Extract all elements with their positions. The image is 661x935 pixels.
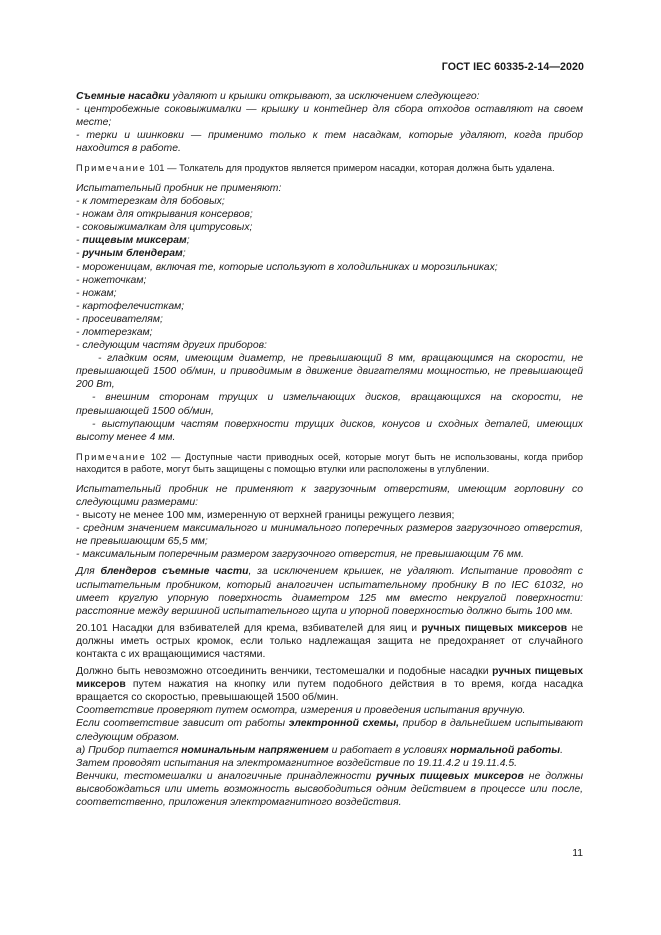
electronic-paragraph bbox=[76, 717, 583, 743]
whisk-bold: ручных пищевых миксеров bbox=[76, 666, 583, 691]
document-body bbox=[76, 90, 583, 809]
probe-item: - к ломтерезкам для бобовых; bbox=[76, 196, 225, 208]
final-post: не должны высвобождаться или иметь возможность высвободиться одним действием в процессе или после, соответственно, приложения электромагнитного воздействия. bbox=[76, 770, 584, 808]
intro-text: удаляют и крышки открывают, за исключением следующего: bbox=[169, 91, 480, 102]
probe-subitem: - гладким осям, имеющим диаметр, не превышающий 8 мм, вращающимся на скорости, не превышающей 1500 об/мин, и приводимым в движение двигателями мощностью, не превышающей 200 Вт, bbox=[76, 353, 583, 391]
probe-item: - мороженицам, включая те, которые используют в холодильниках и морозильниках; bbox=[76, 261, 498, 273]
probe-item: - соковыжималкам для цитрусовых; bbox=[76, 222, 253, 234]
loading-item: - средним значением максимального и минимального поперечных размеров загрузочного отверстия, не превышающим 65,5 мм; bbox=[76, 523, 583, 548]
powered-paragraph bbox=[76, 744, 583, 757]
intro-item-1: - центробежные соковыжималки — крышку и контейнер для сбора отходов оставляют на своем месте; bbox=[76, 104, 583, 129]
probe-item-end: ; bbox=[186, 235, 190, 247]
electronic-post: прибор в дальнейшем испытывают следующим образом. bbox=[76, 718, 583, 743]
intro-item-2: - терки и шинковки — применимо только к тем насадкам, которые удаляют, когда прибор находится в работе. bbox=[76, 130, 583, 155]
probe-item: - картофелечисткам; bbox=[76, 300, 185, 312]
probe-subitem: - выступающим частям поверхности трущих дисков, конусов и сходных деталей, имеющих высоту менее 4 мм. bbox=[76, 418, 583, 443]
blenders-pre: Для bbox=[76, 566, 101, 578]
blenders-paragraph bbox=[76, 565, 583, 617]
probe-item: - ломтерезкам; bbox=[76, 327, 153, 338]
probe-item bbox=[76, 247, 583, 260]
whisk-paragraph bbox=[76, 665, 583, 704]
loading-item: - максимальным поперечным размером загрузочного отверстия, не превышающим 76 мм. bbox=[76, 549, 524, 561]
note-101-label: Примечание bbox=[76, 162, 147, 174]
probe-item-end: ; bbox=[182, 248, 186, 260]
electronic-bold: электронной схемы, bbox=[288, 718, 399, 730]
page-number: 11 bbox=[572, 848, 583, 859]
probe-item: - просеивателям; bbox=[76, 313, 163, 325]
probe-item-dash: - bbox=[76, 235, 83, 247]
probe-item: - ножеточкам; bbox=[76, 274, 147, 286]
intro-bold-term: Съемные насадки bbox=[76, 91, 170, 102]
powered-post: . bbox=[560, 744, 564, 756]
loading-item: - высоту не менее 100 мм, измеренную от верхней границы режущего лезвия; bbox=[76, 510, 455, 522]
whisk-pre: Должно быть невозможно отсоединить венчики, тестомешалки и подобные насадки bbox=[76, 666, 493, 678]
powered-bold-1: номинальным напряжением bbox=[181, 744, 329, 756]
powered-pre: а) Прибор питается bbox=[76, 744, 182, 756]
probe-item: - ножам; bbox=[76, 287, 117, 299]
electronic-pre: Если соответствие зависит от работы bbox=[76, 718, 289, 730]
note-101 bbox=[76, 162, 583, 175]
whisk-post: путем нажатия на кнопку или путем подобного действия в то время, когда насадка вращается со скоростью, превышающей 1500 об/мин. bbox=[76, 679, 583, 704]
compliance-paragraph: Соответствие проверяют путем осмотра, измерения и проведения испытания вручную. bbox=[76, 705, 526, 717]
probe-item-bold: пищевым миксерам bbox=[82, 235, 187, 247]
powered-mid: и работает в условиях bbox=[328, 744, 451, 756]
final-bold: ручных пищевых миксеров bbox=[376, 770, 524, 782]
final-pre: Венчики, тестомешалки и аналогичные принадлежности bbox=[76, 770, 377, 782]
clause-pre: 20.101 Насадки для взбивателей для крема, взбивателей для яиц и bbox=[76, 622, 422, 634]
probe-item: - ножам для открывания консервов; bbox=[76, 209, 253, 221]
powered-bold-2: нормальной работы bbox=[450, 744, 561, 756]
clause-bold: ручных пищевых миксеров bbox=[421, 622, 568, 634]
note-102-label: Примечание bbox=[76, 450, 147, 462]
probe-item-bold: ручным блендерам bbox=[82, 248, 183, 260]
blenders-bold: блендеров съемные части bbox=[100, 566, 249, 578]
note-101-text: 101 — Толкатель для продуктов является примером насадки, которая должна быть удалена. bbox=[148, 162, 555, 174]
probe-item-dash: - bbox=[76, 248, 83, 260]
blenders-post: , за исключением крышек, не удаляют. Испытание проводят с испытательным пробником, который аналогичен испытательному пробнику B по IEC 61032, но имеет круглую упорную поверхность диаметром 125 мм вместо некруглой поверхности: расстояние между вершиной испытательного щупа и упорной поверхностью должно быть 100 мм. bbox=[76, 566, 583, 617]
probe-subitem: - внешним сторонам трущих и измельчающих дисков, вращающихся на скорости, не превышающей 1500 об/мин, bbox=[76, 392, 583, 417]
probe-item: - следующим частям других приборов: bbox=[76, 340, 267, 352]
probe-item bbox=[76, 234, 583, 247]
probe-heading: Испытательный пробник не применяют: bbox=[76, 182, 282, 194]
note-102 bbox=[76, 451, 583, 476]
clause-post: не должны иметь острых кромок, если только надлежащая защита не предохраняет от случайного контакта с их вращающимися частями. bbox=[76, 622, 584, 660]
note-102-text: 102 — Доступные части приводных осей, которые могут быть не использованы, когда прибор находится в работе, могут быть защищены с помощью втулки или расположены в углублении. bbox=[76, 450, 583, 475]
intro-paragraph bbox=[76, 90, 583, 103]
final-paragraph bbox=[76, 770, 583, 809]
loading-heading: Испытательный пробник не применяют к загрузочным отверстиям, имеющим горловину со следующими размерами: bbox=[76, 483, 583, 508]
standard-header: ГОСТ IEC 60335-2-14—2020 bbox=[441, 61, 584, 73]
clause-20-101 bbox=[76, 622, 583, 661]
emc-paragraph: Затем проводят испытания на электромагнитное воздействие по 19.11.4.2 и 19.11.4.5. bbox=[76, 757, 518, 769]
